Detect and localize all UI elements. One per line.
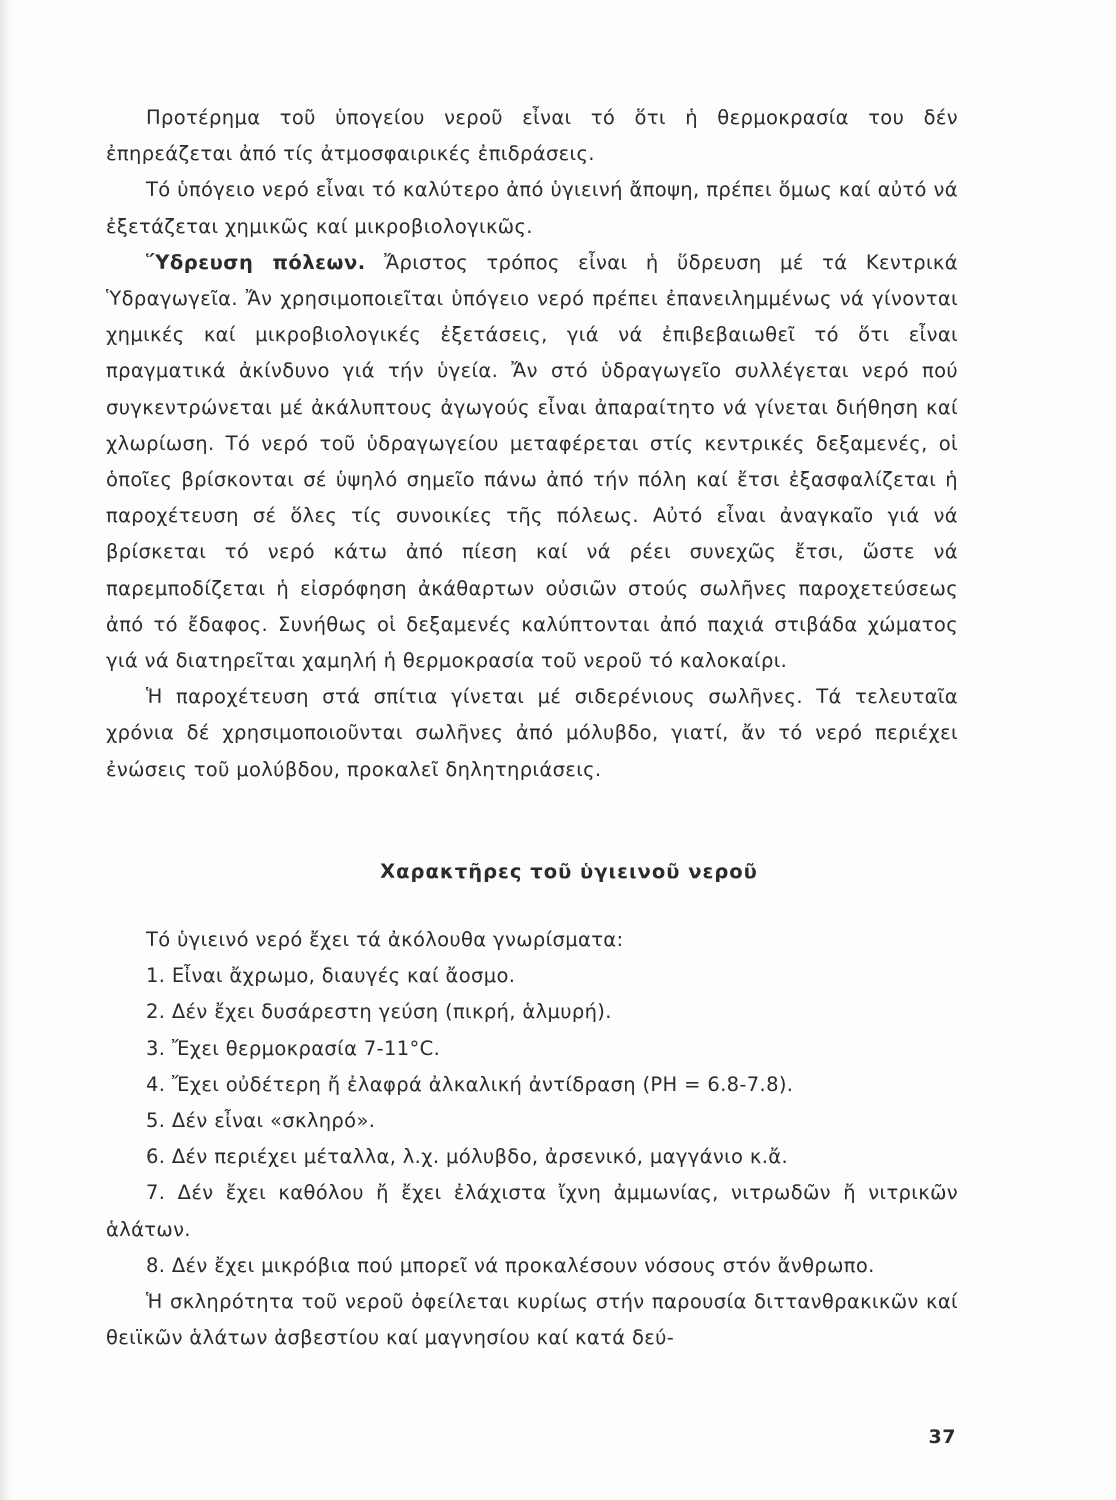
paragraph-city-water-supply xyxy=(106,245,958,679)
paragraph-groundwater-advantage: Προτέρημα τοῦ ὑπογείου νεροῦ εἶναι τό ὅτι ἡ θερμοκρασία του δέν ἐπηρεάζεται ἀπό τίς ἀτμοσφαιρικές ἐπιδράσεις. xyxy=(106,106,958,166)
paragraph-lead-heading: Ὕδρευση πόλεων. xyxy=(146,250,366,274)
list-item: 7. Δέν ἔχει καθόλου ἤ ἔχει ἐλάχιστα ἴχνη ἀμμωνίας, νιτρωδῶν ἤ νιτρικῶν ἁλάτων. xyxy=(106,1181,958,1241)
list-intro: Τό ὑγιεινό νερό ἔχει τά ἀκόλουθα γνωρίσματα: xyxy=(146,928,624,951)
list-item: 8. Δέν ἔχει μικρόβια πού μπορεῖ νά προκαλέσουν νόσους στόν ἄνθρωπο. xyxy=(146,1253,875,1277)
list-item: 2. Δέν ἔχει δυσάρεστη γεύση (πικρή, ἁλμυρή). xyxy=(146,1000,612,1024)
list-item: 4. Ἔχει οὐδέτερη ἤ ἐλαφρά ἀλκαλική ἀντίδραση (PH = 6.8-7.8). xyxy=(146,1072,794,1096)
page-number: 37 xyxy=(928,1426,956,1448)
paragraph-city-water-supply-text: Ἄριστος τρόπος εἶναι ἡ ὕδρευση μέ τά Κεντρικά Ὑδραγωγεῖα. Ἄν χρησιμοποιεῖται ὑπόγειο νερό πρέπει ἐπανειλημμένως νά γίνονται χημικές καί μικροβιολογικές ἐξετάσεις, γιά νά ἐπιβεβαιωθεῖ τό ὅτι εἶναι πραγματικά ἀκίνδυνο γιά τήν ὑγεία. Ἄν στό ὑδραγωγεῖο συλλέγεται νερό πού συγκεντρώνεται μέ ἀκάλυπτους ἀγωγούς εἶναι ἀπαραίτητο νά γίνεται διήθηση καί χλωρίωση. Τό νερό τοῦ ὑδραγωγείου μεταφέρεται στίς κεντρικές δεξαμενές, οἱ ὁποῖες βρίσκονται σέ ὑψηλό σημεῖο πάνω ἀπό τήν πόλη καί ἔτσι ἐξασφαλίζεται ἡ παροχέτευση σέ ὅλες τίς συνοικίες τῆς πόλεως. Αὐτό εἶναι ἀναγκαῖο γιά νά βρίσκεται τό νερό κάτω ἀπό πίεση καί νά ρέει συνεχῶς ἔτσι, ὥστε νά παρεμποδίζεται ἡ εἰσρόφηση ἀκάθαρτων οὐσιῶν στούς σωλῆνες παροχετεύσεως ἀπό τό ἔδαφος. Συνήθως οἱ δεξαμενές καλύπτονται ἀπό παχιά στιβάδα χώματος γιά νά διατηρεῖται χαμηλή ἡ θερμοκρασία τοῦ νεροῦ τό καλοκαίρι. xyxy=(106,250,958,673)
body-text-top xyxy=(106,100,958,788)
paragraph-house-pipes: Ἡ παροχέτευση στά σπίτια γίνεται μέ σιδερένιους σωλῆνες. Τά τελευταῖα χρόνια δέ χρησιμοποιοῦνται σωλῆνες ἀπό μόλυβδο, γιατί, ἄν τό νερό περιέχει ἐνώσεις τοῦ μολύβδου, προκαλεῖ δηλητηριάσεις. xyxy=(106,685,958,781)
section-heading: Χαρακτῆρες τοῦ ὑγιεινοῦ νεροῦ xyxy=(380,860,758,883)
list-item: 3. Ἔχει θερμοκρασία 7-11°C. xyxy=(146,1036,441,1060)
list-item: 5. Δέν εἶναι «σκληρό». xyxy=(146,1109,376,1133)
paragraph-groundwater-quality: Τό ὑπόγειο νερό εἶναι τό καλύτερο ἀπό ὑγιεινή ἄποψη, πρέπει ὅμως καί αὐτό νά ἐξετάζεται χημικῶς καί μικροβιολογικῶς. xyxy=(106,178,958,238)
list-item: 1. Εἶναι ἄχρωμο, διαυγές καί ἄοσμο. xyxy=(146,964,516,988)
list-item: 6. Δέν περιέχει μέταλλα, λ.χ. μόλυβδο, ἀρσενικό, μαγγάνιο κ.ἄ. xyxy=(146,1145,789,1169)
page-binding-shadow xyxy=(0,0,14,1500)
body-text-bottom xyxy=(106,922,958,1356)
paragraph-hardness: Ἡ σκληρότητα τοῦ νεροῦ ὀφείλεται κυρίως στήν παρουσία διττανθρακικῶν καί θειϊκῶν ἁλάτων ἀσβεστίου καί μαγνησίου καί κατά δεύ- xyxy=(106,1290,958,1350)
